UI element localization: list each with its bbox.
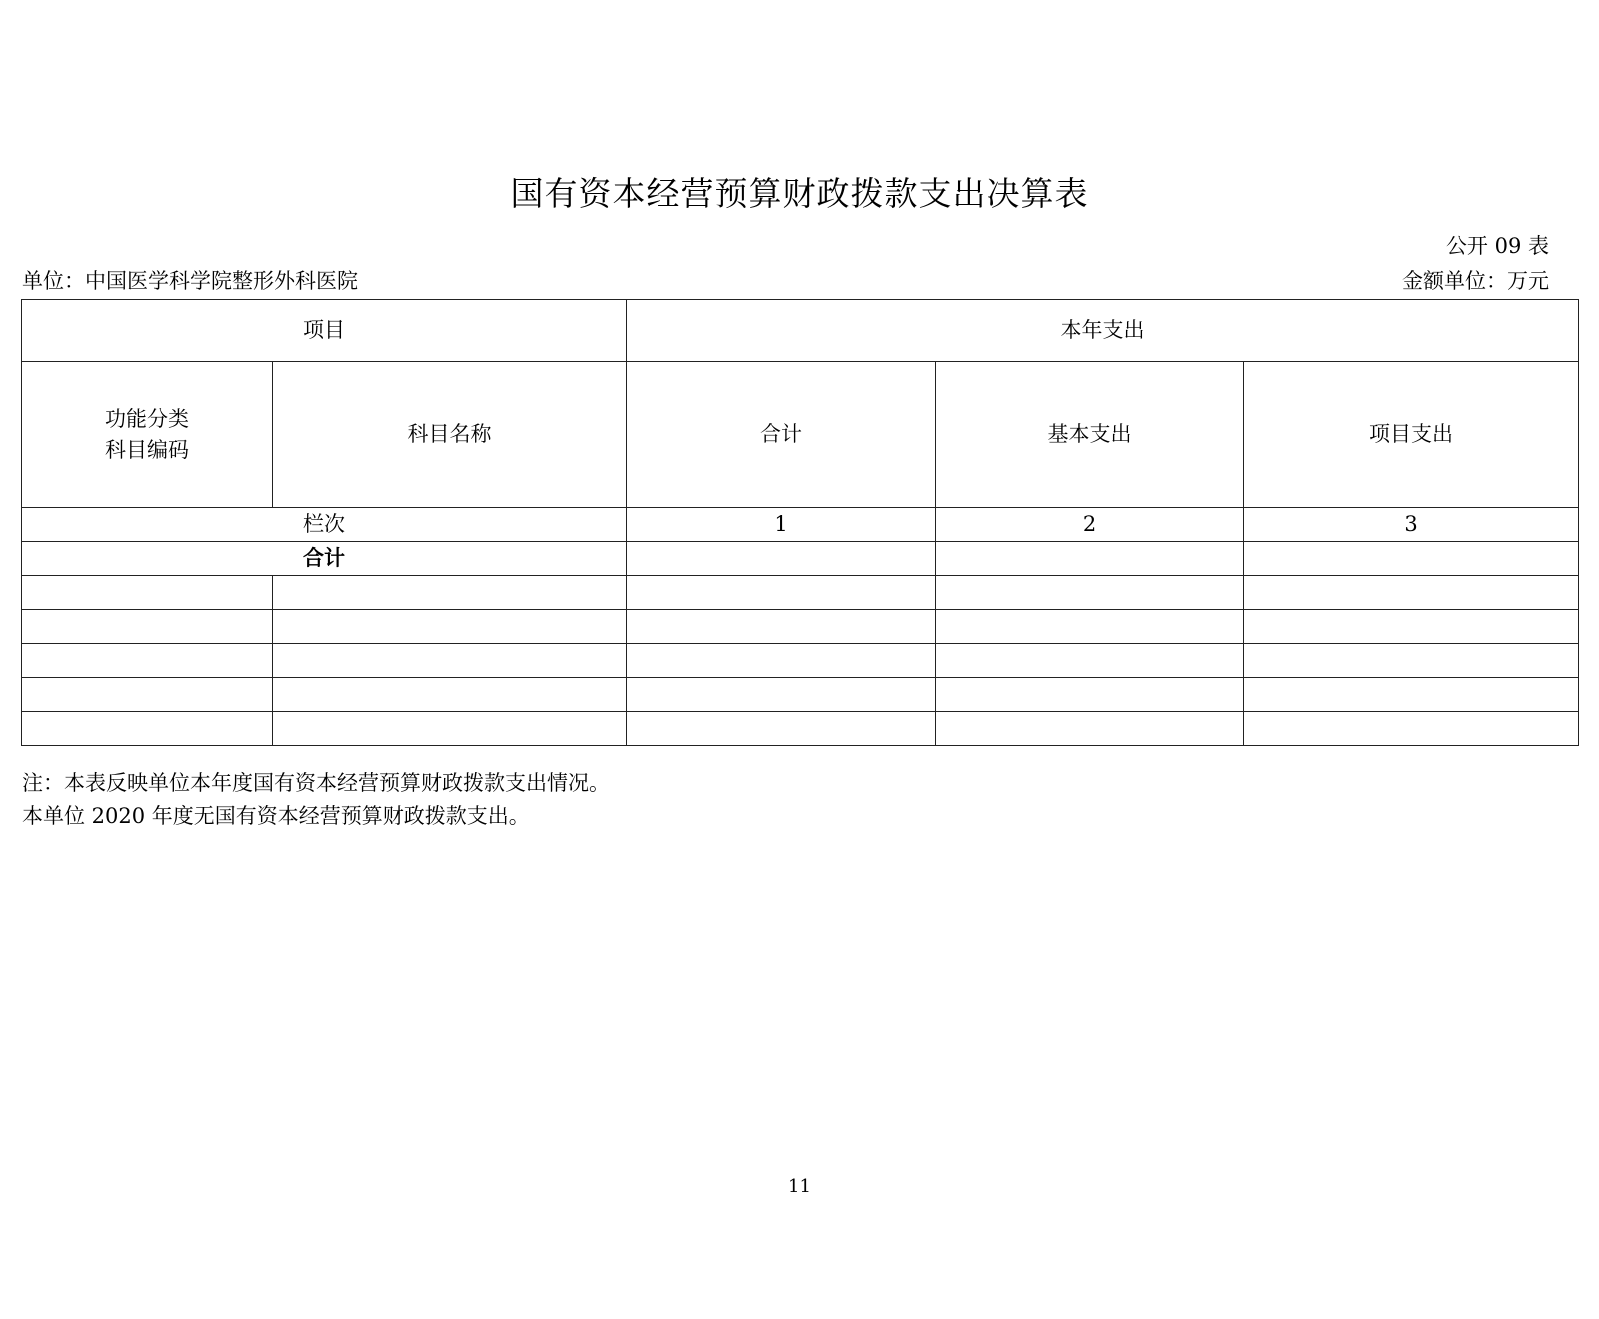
table-cell (627, 644, 936, 678)
table-cell (627, 610, 936, 644)
table-cell (273, 644, 627, 678)
col-basic-expense: 基本支出 (936, 362, 1244, 508)
table-cell (936, 712, 1244, 746)
total-cell-2 (936, 542, 1244, 576)
note-line-2: 本单位 2020 年度无国有资本经营预算财政拨款支出。 (22, 804, 530, 828)
table-cell (1244, 576, 1579, 610)
page-title: 国有资本经营预算财政拨款支出决算表 (510, 174, 1089, 213)
amount-unit-label: 金额单位：万元 (1402, 269, 1549, 293)
table-row (22, 576, 1579, 610)
column-index-2: 2 (936, 508, 1244, 542)
table-cell (22, 678, 273, 712)
table-cell (627, 712, 936, 746)
column-index-row (22, 508, 1579, 542)
table-cell (22, 644, 273, 678)
table-cell (22, 610, 273, 644)
table-cell (627, 576, 936, 610)
table-cell (273, 712, 627, 746)
expense-table (21, 299, 1579, 746)
header-project: 项目 (22, 300, 627, 362)
table-cell (273, 678, 627, 712)
col-function-code (22, 362, 273, 508)
table-subheader-row (22, 362, 1579, 508)
total-row-label: 合计 (22, 542, 627, 576)
table-cell (936, 610, 1244, 644)
table-cell (22, 576, 273, 610)
table-cell (273, 576, 627, 610)
table-cell (627, 678, 936, 712)
table-cell (1244, 644, 1579, 678)
column-index-3: 3 (1244, 508, 1579, 542)
table-header-row (22, 300, 1579, 362)
column-index-1: 1 (627, 508, 936, 542)
col-total: 合计 (627, 362, 936, 508)
table-row (22, 644, 1579, 678)
table-cell (22, 712, 273, 746)
column-index-label: 栏次 (22, 508, 627, 542)
header-year-expense: 本年支出 (627, 300, 1579, 362)
table-cell (936, 576, 1244, 610)
form-number: 公开 09 表 (1445, 234, 1549, 258)
table-cell (1244, 712, 1579, 746)
table-row (22, 678, 1579, 712)
total-cell-3 (1244, 542, 1579, 576)
table-cell (936, 644, 1244, 678)
total-cell-1 (627, 542, 936, 576)
col-function-code-line1: 功能分类 (105, 407, 189, 432)
table-row (22, 610, 1579, 644)
col-subject-name: 科目名称 (273, 362, 627, 508)
table-cell (273, 610, 627, 644)
table-cell (1244, 678, 1579, 712)
table-cell (936, 678, 1244, 712)
total-row (22, 542, 1579, 576)
table-row (22, 712, 1579, 746)
col-function-code-line2: 科目编码 (105, 437, 189, 462)
table-cell (1244, 610, 1579, 644)
unit-label: 单位：中国医学科学院整形外科医院 (22, 269, 358, 293)
note-line-1: 注：本表反映单位本年度国有资本经营预算财政拨款支出情况。 (22, 771, 610, 795)
page-number: 11 (788, 1176, 811, 1197)
col-project-expense: 项目支出 (1244, 362, 1579, 508)
